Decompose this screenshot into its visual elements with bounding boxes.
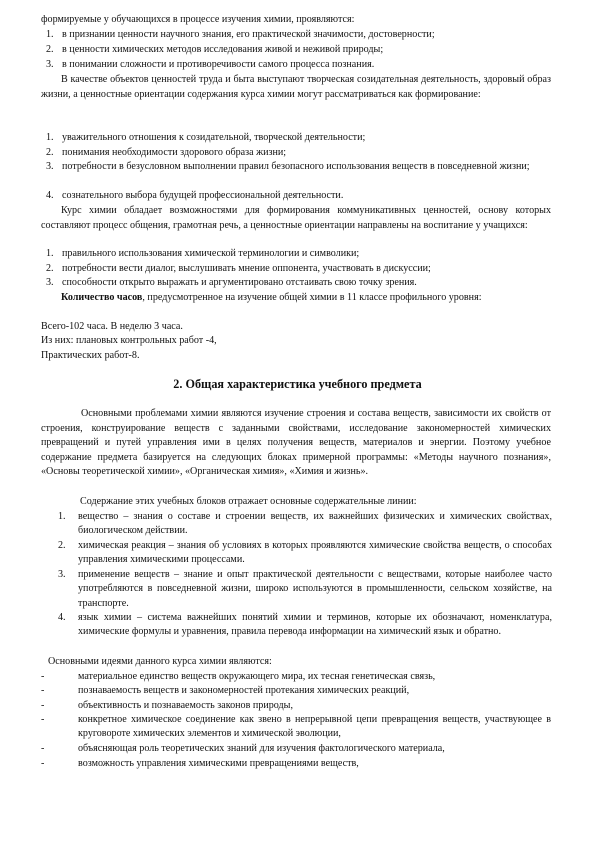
content-line-4 xyxy=(58,611,552,640)
list-number: 2. xyxy=(58,540,66,551)
labor-paragraph: В качестве объектов ценностей труда и быта выступают творческая созидательная деятельность, здоровый образ жизни, а ценностные ориентации содержания курса химии могут рассматриваться как формирование: xyxy=(41,74,551,100)
labor-item-4 xyxy=(46,189,552,204)
list-item-text: в ценности химических методов исследования живой и неживой природы; xyxy=(62,44,384,55)
list-number: 1. xyxy=(46,248,54,259)
list-item-text: сознательного выбора будущей профессиональной деятельности. xyxy=(62,190,344,201)
idea-text: материальное единство веществ окружающего мира, их тесная генетическая связь, xyxy=(78,671,436,682)
content-line-1 xyxy=(58,510,552,539)
hours-paragraph xyxy=(41,291,551,306)
list-item-text: потребности вести диалог, выслушивать мнение оппонента, участвовать в дискуссии; xyxy=(62,263,431,274)
hours-label: Количество часов xyxy=(61,292,143,303)
section2-paragraph-1: Основными проблемами химии являются изучение строения и состава веществ, зависимости их свойств от строения, конструирование веществ с заданными свойствами, исследование закономерностей химических превращений и путей управления ими в целях получения веществ, материалов и энергии. Поэтому учебное содержание предмета базируется на следующих блоках примерной программы: «Методы научного познания», «Основы теоретической химии», «Органическая химия», «Химия и жизнь». xyxy=(41,408,551,478)
list-item-text: правильного использования химической терминологии и символики; xyxy=(62,248,360,259)
idea-text: познаваемость веществ и закономерностей протекания химических реакций, xyxy=(78,685,410,696)
labor-item-2 xyxy=(46,146,552,161)
idea-text: возможность управления химическими превращениями веществ, xyxy=(78,758,359,769)
communication-item-3 xyxy=(46,276,552,291)
dash-marker: - xyxy=(41,743,45,754)
idea-text: объясняющая роль теоретических знаний для изучения фактологического материала, xyxy=(78,743,445,754)
list-item-text: потребности в безусловном выполнении правил безопасного использования веществ в повседневной жизни; xyxy=(62,161,530,172)
idea-text: конкретное химическое соединение как звено в непрерывной цепи превращения веществ, участвующее в круговороте химических элементов и химической эволюции, xyxy=(78,714,551,740)
list-number: 4. xyxy=(46,190,54,201)
list-item-text: уважительного отношения к созидательной, творческой деятельности; xyxy=(62,132,366,143)
communication-item-2 xyxy=(46,262,552,277)
dash-marker: - xyxy=(41,758,45,769)
content-line-2 xyxy=(58,539,552,568)
list-item-text: вещество – знания о составе и строении веществ, их важнейших физических и химических свойствах, биологическом действии. xyxy=(78,511,552,537)
list-number: 4. xyxy=(58,612,66,623)
list-item-text: язык химии – система важнейших понятий химии и терминов, которые их обозначают, номенклатура, химические формулы и уравнения, правила перевода информации на химический язык и обратно. xyxy=(78,612,552,638)
list-number: 3. xyxy=(46,161,54,172)
labor-item-1 xyxy=(46,131,552,146)
intro-line: формируемые у обучающихся в процессе изучения химии, проявляются: xyxy=(41,14,355,25)
communication-paragraph: Курс химии обладает возможностями для формирования коммуникативных ценностей, основу которых составляют процесс общения, грамотная речь, а ценностные ориентации направлены на воспитание у учащихся: xyxy=(41,205,551,231)
list-number: 2. xyxy=(46,147,54,158)
hours-total: Всего-102 часа. В неделю 3 часа. xyxy=(41,321,183,332)
section2-paragraph-2: Содержание этих учебных блоков отражает основные содержательные линии: xyxy=(80,496,417,507)
labor-item-3 xyxy=(46,160,552,175)
hours-practicals: Практических работ-8. xyxy=(41,350,140,361)
dash-marker: - xyxy=(41,671,45,682)
list-item-text: в понимании сложности и противоречивости самого процесса познания. xyxy=(62,59,375,70)
list-number: 3. xyxy=(58,569,66,580)
list-number: 2. xyxy=(46,44,54,55)
list-number: 3. xyxy=(46,277,54,288)
dash-marker: - xyxy=(41,714,45,725)
hours-tests: Из них: плановых контрольных работ -4, xyxy=(41,335,217,346)
dash-marker: - xyxy=(41,700,45,711)
list-item-text: понимания необходимости здорового образа жизни; xyxy=(62,147,287,158)
list-item-text: химическая реакция – знания об условиях в которых проявляются химические свойства веществ, о способах управления химическими процессами. xyxy=(78,540,552,566)
list-number: 3. xyxy=(46,59,54,70)
dash-marker: - xyxy=(41,685,45,696)
intro-item-1 xyxy=(46,28,552,43)
list-item-text: способности открыто выражать и аргументировано отстаивать свою точку зрения. xyxy=(62,277,417,288)
list-item-text: применение веществ – знание и опыт практической деятельности с веществами, которые наиболее часто употребляются в повседневной жизни, широко используются в промышленности, сельском хозяйстве, на транспорте. xyxy=(78,569,552,609)
content-line-3 xyxy=(58,568,552,611)
section-heading: 2. Общая характеристика учебного предмета xyxy=(173,377,422,391)
intro-item-2 xyxy=(46,43,552,58)
list-number: 1. xyxy=(58,511,66,522)
intro-item-3 xyxy=(46,58,552,73)
list-item-text: в признании ценности научного знания, его практической значимости, достоверности; xyxy=(62,29,435,40)
communication-item-1 xyxy=(46,247,552,262)
hours-rest: , предусмотренное на изучение общей химии в 11 классе профильного уровня: xyxy=(142,292,482,303)
list-number: 2. xyxy=(46,263,54,274)
list-number: 1. xyxy=(46,29,54,40)
list-number: 1. xyxy=(46,132,54,143)
ideas-intro: Основными идеями данного курса химии являются: xyxy=(48,656,272,667)
idea-text: объективность и познаваемость законов природы, xyxy=(78,700,293,711)
